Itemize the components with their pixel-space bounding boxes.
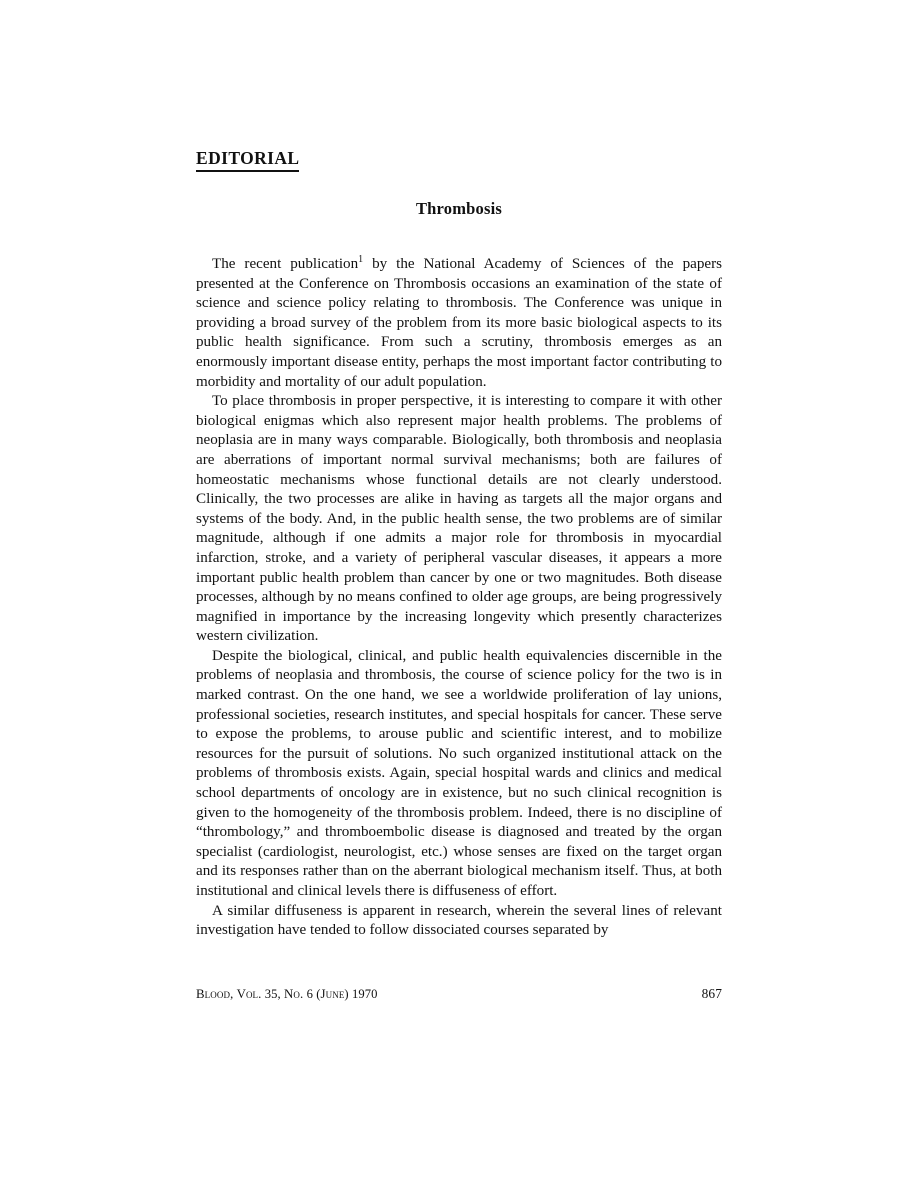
- paragraph-4: A similar diffuseness is apparent in research, wherein the several lines of relevant investigation have tended to follow dissociated courses separated by: [196, 902, 722, 939]
- footer-volume-label: Vol.: [236, 987, 262, 1001]
- footer-comma-1: ,: [230, 987, 237, 1001]
- footer-journal-name: Blood: [196, 987, 231, 1001]
- section-heading: EDITORIAL: [196, 149, 299, 172]
- footer-issue-value: 6: [306, 987, 313, 1001]
- paragraph-1-text-before-footnote: The recent publication: [212, 256, 359, 272]
- footer-volume-value: 35: [264, 987, 278, 1001]
- footer-paren-close: ): [344, 987, 352, 1001]
- article-title: Thrombosis: [415, 199, 503, 218]
- footer-month: June: [320, 987, 345, 1001]
- paragraph-1-text-after-footnote: by the National Academy of Sciences of the papers presented at the Conference on Thrombosis occasions an examination of the state of science and science policy relating to thrombosis. The Conference was unique in providing a broad survey of the problem from its more basic biological aspects to its public health significance. From such a scrutiny, thrombosis emerges as an enormously important disease entity, perhaps the most important factor contributing to morbidity and mortality of our adult population.: [196, 256, 722, 390]
- footnote-reference-1[interactable]: 1: [358, 253, 364, 265]
- article-body: [196, 255, 722, 941]
- footer-citation: [196, 987, 378, 1002]
- paragraph-1: [196, 255, 722, 392]
- footer-year: 1970: [351, 987, 378, 1001]
- page-number: 867: [701, 986, 722, 1001]
- footer-comma-2: ,: [277, 987, 285, 1001]
- paragraph-2: To place thrombosis in proper perspective, it is interesting to compare it with other biological enigmas which also represent major health problems. The problems of neoplasia are in many ways comparable. Biologically, both thrombosis and neoplasia are aberrations of important normal survival mechanisms; both are failures of homeostatic mechanisms whose functional details are not clearly understood. Clinically, the two processes are alike in having as targets all the major organs and systems of the body. And, in the public health sense, the two problems are of similar magnitude, although if one admits a major role for thrombosis in myocardial infarction, stroke, and a variety of peripheral vascular diseases, it appears a more important public health problem than cancer by one or two magnitudes. Both disease processes, although by no means confined to older age groups, are being progressively magnified in importance by the increasing longevity which presently characterizes western civilization.: [196, 393, 722, 645]
- paragraph-3: Despite the biological, clinical, and public health equivalencies discernible in the problems of neoplasia and thrombosis, the course of science policy for the two is in marked contrast. On the one hand, we see a worldwide proliferation of lay unions, professional societies, research institutes, and special hospitals for cancer. These serve to expose the problems, to arouse public and scientific interest, and to mobilize resources for the pursuit of solutions. No such organized institutional attack on the problems of thrombosis exists. Again, special hospital wards and clinics and medical school departments of oncology are in existence, but no such clinical recognition is given to the homogeneity of the thrombosis problem. Indeed, there is no discipline of “thrombology,” and thromboembolic disease is diagnosed and treated by the organ specialist (cardiologist, neurologist, etc.) whose senses are fixed on the target organ and its responses rather than on the aberrant biological mechanism itself. Thus, at both institutional and clinical levels there is diffuseness of effort.: [196, 647, 722, 899]
- footer-issue-label: No.: [284, 987, 304, 1001]
- page-footer: [196, 986, 722, 1002]
- footer-paren-open: (: [312, 987, 321, 1001]
